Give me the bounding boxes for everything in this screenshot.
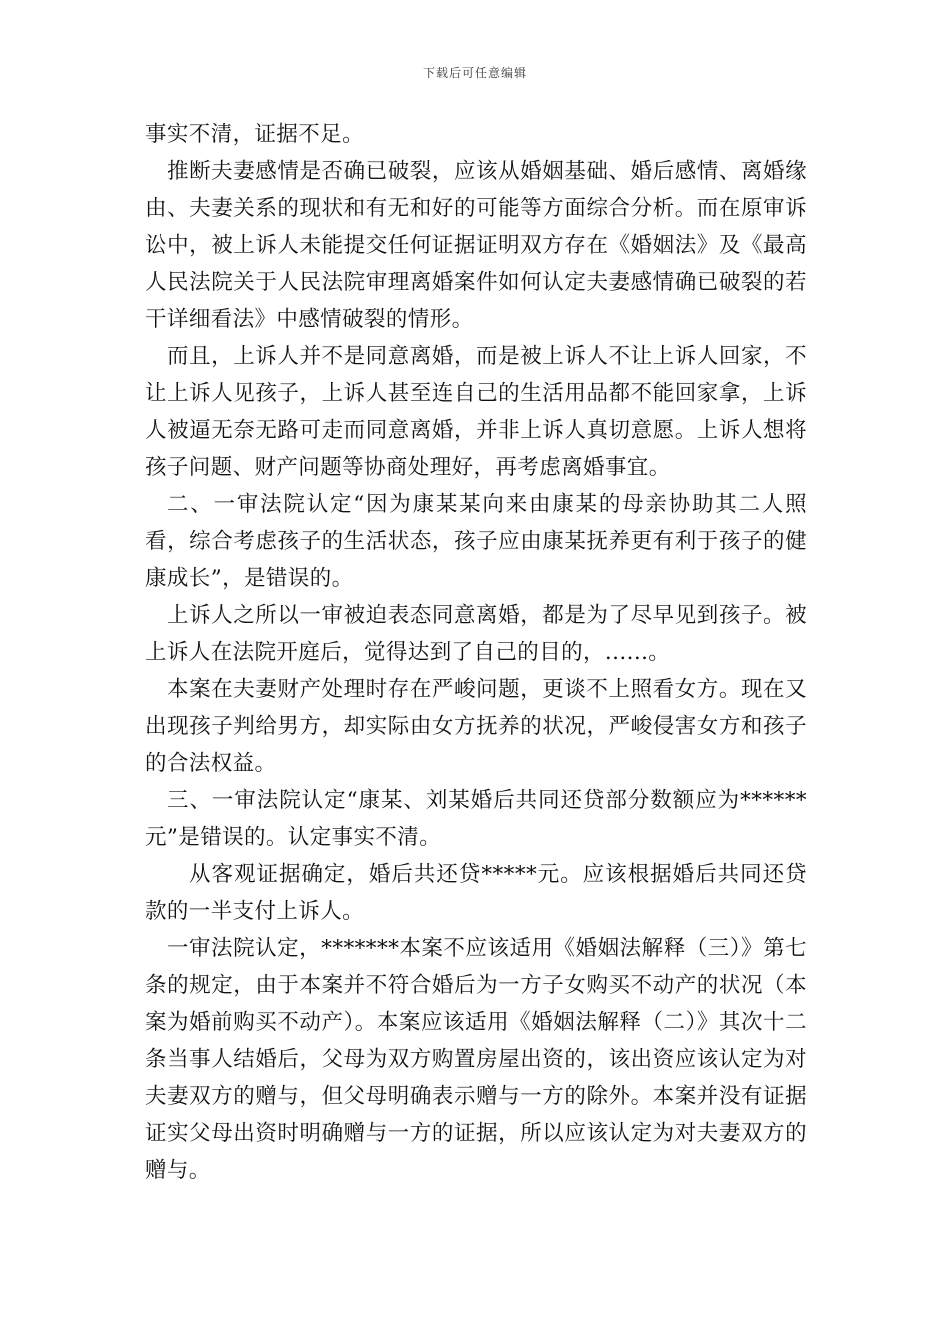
paragraph: 三、一审法院认定“康某、刘某婚后共同还贷部分数额应为******元”是错误的。认定事实不清。 <box>145 788 807 850</box>
document-body <box>145 116 807 1189</box>
paragraph: 推断夫妻感情是否确已破裂，应该从婚姻基础、婚后感情、离婚缘由、夫妻关系的现状和有无和好的可能等方面综合分析。而在原审诉讼中，被上诉人未能提交任何证据证明双方存在《婚姻法》及《最高人民法院关于人民法院审理离婚案件如何认定夫妻感情确已破裂的若干详细看法》中感情破裂的情形。 <box>145 159 807 332</box>
paragraph: 上诉人之所以一审被迫表态同意离婚，都是为了尽早见到孩子。被上诉人在法院开庭后，觉得达到了自己的目的，......。 <box>145 603 807 665</box>
paragraph: 从客观证据确定，婚后共还贷*****元。应该根据婚后共同还贷款的一半支付上诉人。 <box>145 862 807 924</box>
paragraph: 而且，上诉人并不是同意离婚，而是被上诉人不让上诉人回家，不让上诉人见孩子，上诉人甚至连自己的生活用品都不能回家拿，上诉人被逼无奈无路可走而同意离婚，并非上诉人真切意愿。上诉人想将孩子问题、财产问题等协商处理好，再考虑离婚事宜。 <box>145 344 807 480</box>
paragraph: 事实不清，证据不足。 <box>145 122 365 147</box>
paragraph: 一审法院认定，*******本案不应该适用《婚姻法解释（三）》第七条的规定，由于本案并不符合婚后为一方子女购买不动产的状况（本案为婚前购买不动产）。本案应该适用《婚姻法解释（二）》其次十二条当事人结婚后，父母为双方购置房屋出资的，该出资应该认定为对夫妻双方的赠与，但父母明确表示赠与一方的除外。本案并没有证据证实父母出资时明确赠与一方的证据，所以应该认定为对夫妻双方的赠与。 <box>145 936 807 1183</box>
paragraph: 二、一审法院认定“因为康某某向来由康某的母亲协助其二人照看，综合考虑孩子的生活状态，孩子应由康某抚养更有利于孩子的健康成长”，是错误的。 <box>145 492 807 591</box>
paragraph: 本案在夫妻财产处理时存在严峻问题，更谈不上照看女方。现在又出现孩子判给男方，却实际由女方抚养的状况，严峻侵害女方和孩子的合法权益。 <box>145 677 807 776</box>
page-header: 下载后可任意编辑 <box>422 66 527 80</box>
